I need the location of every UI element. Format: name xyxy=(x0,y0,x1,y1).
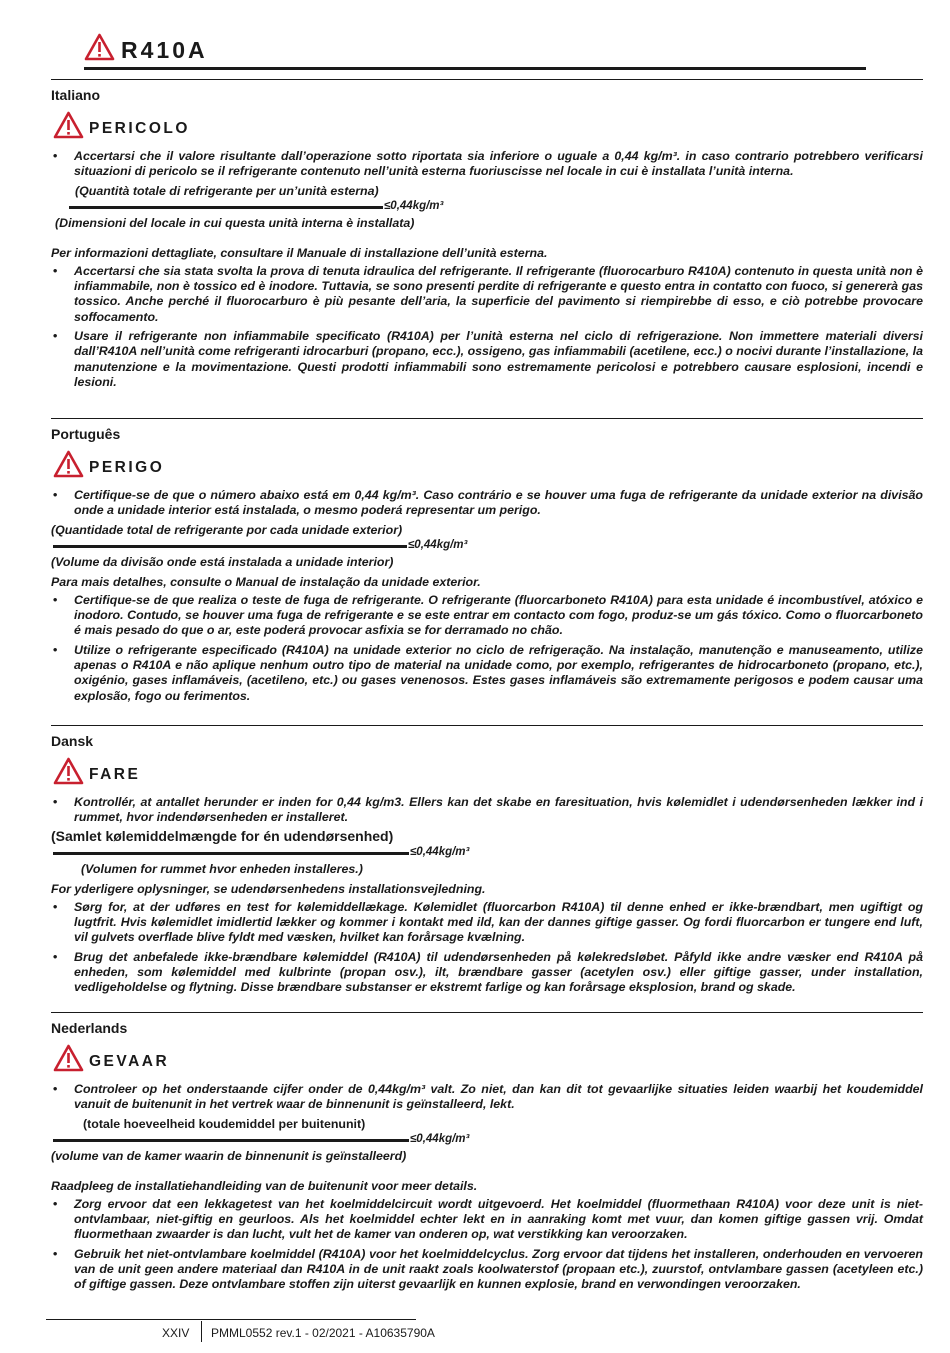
warning-triangle-icon xyxy=(53,757,84,785)
section-nederlands xyxy=(51,1020,923,1297)
formula-denominator: (Volumen for rummet hvor enheden installeres.) xyxy=(81,861,363,876)
section-rule xyxy=(51,79,923,80)
danger-label xyxy=(51,450,923,484)
formula-limit-value: ≤0,44kg/m³ xyxy=(384,199,444,212)
list-item: • Sørg for, at der udføres en test for kølemiddellækage. Kølemidlet (fluorcarbon R410A) til denne enhed er ikke-brændbart, men ugiftigt og lugtfrit. Hvis kølemidlet imidlertid lækker og kommer i kontakt med ild, kan der dannes giftige gasser. Og fordi fluorcarbon er tungere end luft, vil gulvets overflade blive fyldt med væsken, hvilket kan forårsage kvælning. xyxy=(53,899,923,945)
formula-fraction-bar xyxy=(53,852,409,855)
list-item: • Gebruik het niet-ontvlambare koelmiddel (R410A) voor het koelmiddelcyclus. Zorg ervoor dat tijdens het installeren, onderhouden en vervoeren van de unit geen andere materiaal dan R410A in de unit raakt zoals koolwaterstof (propaan etc.), zuurstof, ontvlambare gassen (acetyleen etc.) of giftige gassen. Deze ontvlambare stoffen zijn uiterst gevaarlijk en kunnen explosie, brand en verwondingen veroorzaken. xyxy=(53,1246,923,1292)
formula-limit-value: ≤0,44kg/m³ xyxy=(410,1132,470,1145)
formula-numerator: (totale hoeveelheid koudemiddel per buitenunit) xyxy=(83,1116,366,1131)
page-title: R410A xyxy=(121,37,208,63)
language-heading: Nederlands xyxy=(51,1020,128,1036)
page-header xyxy=(84,33,866,70)
info-text: Per informazioni dettagliate, consultare il Manuale di installazione dell’unità esterna. xyxy=(51,245,548,260)
warning-triangle-icon xyxy=(53,1044,84,1072)
list-item: • Kontrollér, at antallet herunder er inden for 0,44 kg/m3. Ellers kan det skabe en faresituation, hvis kølemidlet i udendørsenheden lækker ind i rummet, hvor indendørsenheden er installeret. xyxy=(53,795,923,825)
formula-numerator: (Quantidade total de refrigerante por cada unidade exterior) xyxy=(51,522,403,537)
warning-triangle-icon xyxy=(53,450,84,478)
page-number: XXIV xyxy=(162,1326,190,1340)
list-item-text: Controleer op het onderstaande cijfer onder de 0,44kg/m³ valt. Zo niet, dan kan dit tot gevaarlijke situaties leiden waarbij het koudemiddel vanuit de buitenunit in het vertrek waar de binnenunit is geïnstalleerd, lekt. xyxy=(74,1082,923,1112)
formula-numerator: (Quantità totale di refrigerante per un’unità esterna) xyxy=(75,183,379,198)
section-rule xyxy=(51,1012,923,1013)
section-dansk xyxy=(51,733,923,1000)
list-item: • Certifique-se de que realiza o teste de fuga de refrigerante. O refrigerante (fluorcarboneto R410A) para esta unidade é incombustível, atóxico e inodoro. Contudo, se houver uma fuga de refrigerante e se este entrar em contacto com fogo, produz-se um gás tóxico. Como o fluorcarboneto é mais pesado do que o ar, este poderá provocar asfixia se for derramado no chão. xyxy=(53,592,923,638)
section-portugues xyxy=(51,426,923,708)
list-item: • Zorg ervoor dat een lekkagetest van het koelmiddelcircuit wordt uitgevoerd. Het koelmiddel (fluormethaan R410A) voor deze unit is niet-ontvlambaar, niet-giftig en geurloos. Als het koelmiddel echter lekt en in aanraking komt met vuur, dan komen giftige gassen vrij. Omdat fluormethaan zwaarder is dan lucht, vult het de kamer van onderen op, wat verstikking kan veroorzaken. xyxy=(53,1196,923,1242)
list-item: • Certifique-se de que o número abaixo está em 0,44 kg/m³. Caso contrário e se houver uma fuga de refrigerante da unidade exterior na divisão onde a unidade interior está instalada, o mesmo poderá representar um perigo. xyxy=(53,488,923,518)
list-item-text: Brug det anbefalede ikke-brændbare kølemiddel (R410A) til udendørsenheden på kølekredsløbet. Påfyld ikke andre væsker end R410A på enheden, som kølemiddel med kulbrinte (propan osv.), ilt, brændbare gasser (acetylen osv.) eller giftige gasser, under installation, vedligeholdelse og flytning. Disse brændbare substanser er ekstremt farlige og kan forårsage eksplosion, brand og skade. xyxy=(74,949,923,995)
danger-word: GEVAAR xyxy=(89,1053,170,1070)
info-text: Raadpleeg de installatiehandleiding van de buitenunit voor meer details. xyxy=(51,1178,478,1193)
footer-rule xyxy=(46,1319,416,1320)
formula-fraction-bar xyxy=(53,1139,409,1142)
formula xyxy=(51,1117,923,1167)
list-item-text: Kontrollér, at antallet herunder er inden for 0,44 kg/m3. Ellers kan det skabe en faresituation, hvis kølemidlet i udendørsenheden lækker ind i rummet, hvor indendørsenheden er installeret. xyxy=(74,795,923,825)
list-item-text: Utilize o refrigerante especificado (R410A) na unidade exterior no ciclo de refrigeração. Na instalação, manutenção e manuseamento, utilize apenas o R410A e não aplique nenhum outro tipo de material na unidade como, por exemplo, refrigerantes de hidrocarboneto (propano, etc.), oxigénio, gases inflamáveis, (acetileno, etc.) ou gases venenosos. Estes gases inflamáveis são extremamente perigosos e podem causar uma explosão, fogo ou ferimentos. xyxy=(74,642,923,703)
formula-numerator: (Samlet kølemiddelmængde for én udendørsenhed) xyxy=(51,827,394,844)
danger-label xyxy=(51,111,923,145)
list-item-text: Certifique-se de que realiza o teste de fuga de refrigerante. O refrigerante (fluorcarboneto R410A) para esta unidade é incombustível, atóxico e inodoro. Contudo, se houver uma fuga de refrigerante e se este entrar em contacto com fogo, produz-se um gás tóxico. Como o fluorcarboneto é mais pesado do que o ar, este poderá provocar asfixia se for derramado no chão. xyxy=(74,592,923,638)
formula-limit-value: ≤0,44kg/m³ xyxy=(410,845,470,858)
info-text: For yderligere oplysninger, se udendørsenhedens installationsvejledning. xyxy=(51,881,486,896)
formula-fraction-bar xyxy=(53,545,407,548)
list-item: • Brug det anbefalede ikke-brændbare kølemiddel (R410A) til udendørsenheden på kølekredsløbet. Påfyld ikke andre væsker end R410A på enheden, som kølemiddel med kulbrinte (propan osv.), ilt, brændbare gasser (acetylen osv.) eller giftige gasser, under installation, vedligeholdelse og flytning. Disse brændbare substanser er ekstremt farlige og kan forårsage eksplosion, brand og skade. xyxy=(53,949,923,995)
formula-fraction-bar xyxy=(69,206,383,209)
danger-label xyxy=(51,757,923,791)
list-item: • Controleer op het onderstaande cijfer onder de 0,44kg/m³ valt. Zo niet, dan kan dit tot gevaarlijke situaties leiden waarbij het koudemiddel vanuit de buitenunit in het vertrek waar de binnenunit is geïnstalleerd, lekt. xyxy=(53,1082,923,1112)
list-item: • Utilize o refrigerante especificado (R410A) na unidade exterior no ciclo de refrigeração. Na instalação, manutenção e manuseamento, utilize apenas o R410A e não aplique nenhum outro tipo de material na unidade como, por exemplo, refrigerantes de hidrocarboneto (propano, etc.), oxigénio, gases inflamáveis, (acetileno, etc.) ou gases venenosos. Estes gases inflamáveis são extremamente perigosos e podem causar uma explosão, fogo ou ferimentos. xyxy=(53,642,923,703)
danger-word: FARE xyxy=(89,766,141,783)
section-rule xyxy=(51,418,923,419)
language-heading: Português xyxy=(51,426,121,442)
list-item-text: Accertarsi che il valore risultante dall’operazione sotto riportata sia inferiore o uguale a 0,44 kg/m³. in caso contrario potrebbero verificarsi situazioni di pericolo se il refrigerante contenuto nell’unità esterna fuoriuscisse nel locale in cui è installata l’unità interna. xyxy=(74,149,923,179)
list-item-text: Usare il refrigerante non infiammabile specificato (R410A) per l’unità esterna nel ciclo di refrigerazione. Non immettere materiali diversi dall’R410A nell’unità come refrigeranti idrocarburi (propano, ecc.), ossigeno, gas infiammabili (acetilene, ecc.) o nocivi durante l’installazione, la manutenzione e la movimentazione. Questi prodotti infiammabili sono estremamente pericolosi e potrebbero causare esplosioni, incendi e lesioni. xyxy=(74,329,923,389)
list-item-text: Sørg for, at der udføres en test for kølemiddellækage. Kølemidlet (fluorcarbon R410A) til denne enhed er ikke-brændbart, men ugiftigt og lugtfrit. Hvis kølemidlet imidlertid lækker og kommer i kontakt med ild, kan der dannes giftige gasser. Og fordi fluorcarbon er tungere end luft, vil gulvets overflade blive fyldt med væsken, hvilket kan forårsage kvælning. xyxy=(74,899,923,945)
language-heading: Italiano xyxy=(51,87,101,103)
warning-triangle-icon xyxy=(84,33,115,61)
footer-separator xyxy=(201,1321,202,1342)
list-item: • Accertarsi che il valore risultante dall’operazione sotto riportata sia inferiore o uguale a 0,44 kg/m³. in caso contrario potrebbero verificarsi situazioni di pericolo se il refrigerante contenuto nell’unità esterna fuoriuscisse nel locale in cui è installata l’unità interna. xyxy=(53,149,923,179)
formula xyxy=(51,827,923,880)
formula-limit-value: ≤0,44kg/m³ xyxy=(408,538,468,551)
warning-triangle-icon xyxy=(53,111,84,139)
list-item-text: Accertarsi che sia stata svolta la prova di tenuta idraulica del refrigerante. Il refrigerante (fluorocarburo R410A) contenuto in questa unità non è infiammabile, non è tossico ed è inodore. Tuttavia, se sono presenti perdite di refrigerante e questo entra in contatto con fuoco, si genererà gas tossico. Anche perché il fluorocarburo è più pesante dell’aria, la superficie del pavimento si riempirebbe di esso, e ciò potrebbe provocare soffocamento. xyxy=(74,263,923,324)
document-code: PMML0552 rev.1 - 02/2021 - A10635790A xyxy=(211,1326,435,1340)
formula-denominator: (volume van de kamer waarin de binnenunit is geïnstalleerd) xyxy=(51,1148,407,1163)
danger-word: PERIGO xyxy=(89,459,165,476)
list-item-text: Zorg ervoor dat een lekkagetest van het koelmiddelcircuit wordt uitgevoerd. Het koelmiddel (fluormethaan R410A) voor deze unit is niet-ontvlambaar, niet-giftig en geurloos. Als het koelmiddel echter lekt en in aanraking komt met vuur, dan komen giftige gassen vrij. Omdat fluormethaan zwaarder is dan lucht, vult het de kamer van onderen op, wat verstikking kan veroorzaken. xyxy=(74,1196,923,1242)
formula-denominator: (Volume da divisão onde está instalada a unidade interior) xyxy=(51,554,394,569)
section-italiano xyxy=(51,87,923,394)
danger-label xyxy=(51,1044,923,1078)
language-heading: Dansk xyxy=(51,733,94,749)
formula-denominator: (Dimensioni del locale in cui questa unità interna è installata) xyxy=(55,215,415,230)
section-rule xyxy=(51,725,923,726)
list-item: • Accertarsi che sia stata svolta la prova di tenuta idraulica del refrigerante. Il refrigerante (fluorocarburo R410A) contenuto in questa unità non è infiammabile, non è tossico ed è inodore. Tuttavia, se sono presenti perdite di refrigerante e questo entra in contatto con fuoco, si genererà gas tossico. Anche perché il fluorocarburo è più pesante dell’aria, la superficie del pavimento si riempirebbe di esso, e ciò potrebbe provocare soffocamento. xyxy=(53,263,923,324)
list-item: • Usare il refrigerante non infiammabile specificato (R410A) per l’unità esterna nel ciclo di refrigerazione. Non immettere materiali diversi dall’R410A nell’unità come refrigeranti idrocarburi (propano, ecc.), ossigeno, gas infiammabili (acetilene, ecc.) o nocivi durante l’installazione, la manutenzione e la movimentazione. Questi prodotti infiammabili sono estremamente pericolosi e potrebbero causare esplosioni, incendi e lesioni. xyxy=(53,329,923,389)
formula xyxy=(51,523,923,573)
danger-word: PERICOLO xyxy=(89,120,190,137)
info-text: Para mais detalhes, consulte o Manual de instalação da unidade exterior. xyxy=(51,574,481,589)
formula xyxy=(51,184,923,234)
list-item-text: Gebruik het niet-ontvlambare koelmiddel (R410A) voor het koelmiddelcyclus. Zorg ervoor dat tijdens het installeren, onderhouden en vervoeren van de unit geen andere materiaal dan R410A in de unit raakt zoals koolwaterstof (propaan etc.), zuurstof, ontvlambare gassen (acetyleen etc.) of giftige gassen. Deze ontvlambare stoffen zijn uiterst gevaarlijk en kunnen explosie, brand en verwondingen veroorzaken. xyxy=(74,1246,923,1292)
list-item-text: Certifique-se de que o número abaixo está em 0,44 kg/m³. Caso contrário e se houver uma fuga de refrigerante da unidade exterior na divisão onde a unidade interior está instalada, o mesmo poderá representar um perigo. xyxy=(74,488,923,518)
